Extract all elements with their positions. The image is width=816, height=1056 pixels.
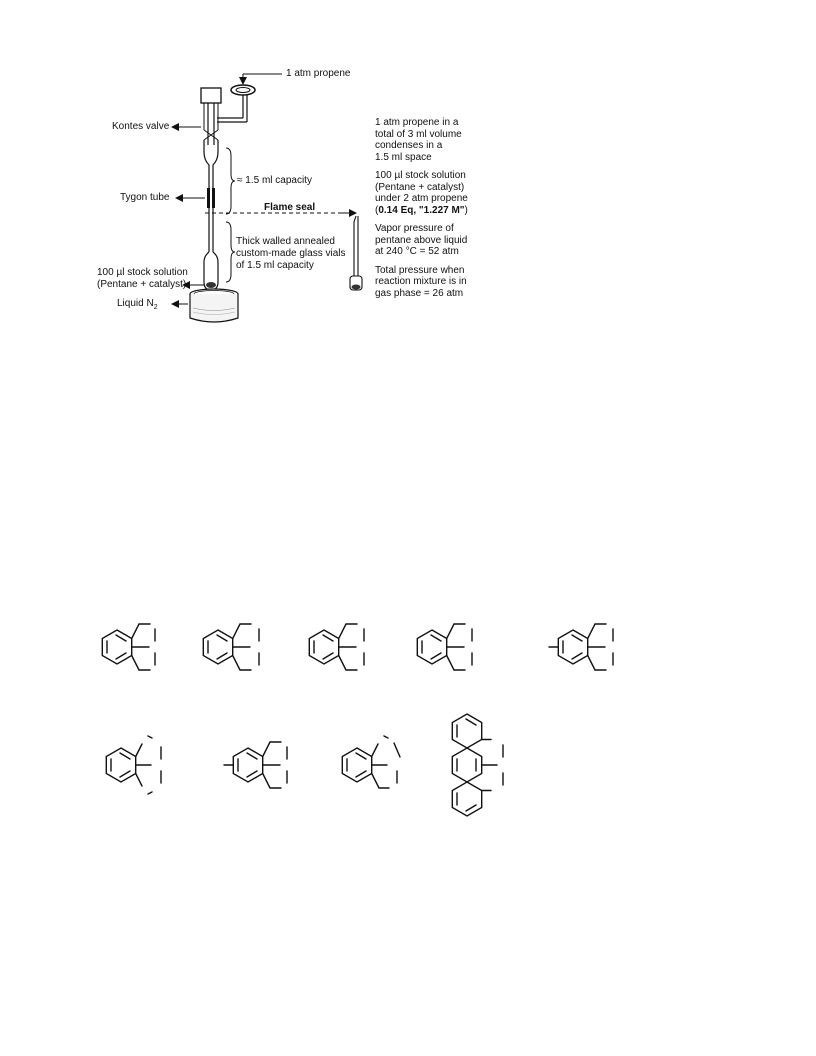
note2-prefix: 100 µl stock solution (Pentane + catalyst) under 2 atm propene ( — [375, 170, 468, 216]
propene-inlet-label: 1 atm propene — [286, 68, 351, 79]
stock-solution-line-2: (Pentane + catalyst) — [97, 279, 187, 290]
capacity-label: ≈ 1.5 ml capacity — [237, 175, 312, 186]
kontes-valve-label: Kontes valve — [112, 121, 170, 132]
note2-bold: 0.14 Eq, "1.227 M" — [378, 204, 465, 216]
liquid-n2-text: Liquid N — [117, 298, 154, 309]
flame-seal-label: Flame seal — [264, 202, 316, 213]
structure-5 — [549, 624, 613, 670]
vial-label-line-2: custom-made glass vials — [236, 248, 346, 259]
note-propene-condensation: 1 atm propene in a total of 3 ml volume condenses in a 1.5 ml space — [375, 117, 462, 163]
note-vapor-pressure: Vapor pressure of pentane above liquid at 240 °C = 52 atm — [375, 223, 468, 257]
stock-solution-line-1: 100 µl stock solution — [97, 267, 188, 278]
liquid-n2-subscript: 2 — [153, 304, 158, 311]
structure-8 — [342, 736, 400, 788]
structure-1 — [102, 624, 155, 670]
structure-7 — [224, 742, 287, 788]
structure-6 — [106, 736, 161, 794]
vial-label-line-1: Thick walled annealed — [236, 236, 335, 247]
structure-9 — [452, 714, 503, 816]
vial-label-line-3: of 1.5 ml capacity — [236, 260, 314, 271]
structure-4 — [417, 624, 472, 670]
tygon-tube-label: Tygon tube — [120, 192, 170, 203]
note2-suffix: ) — [464, 204, 468, 216]
note-total-pressure: Total pressure when reaction mixture is in gas phase = 26 atm — [375, 264, 467, 299]
structure-2 — [203, 624, 259, 670]
structure-3 — [309, 624, 364, 670]
